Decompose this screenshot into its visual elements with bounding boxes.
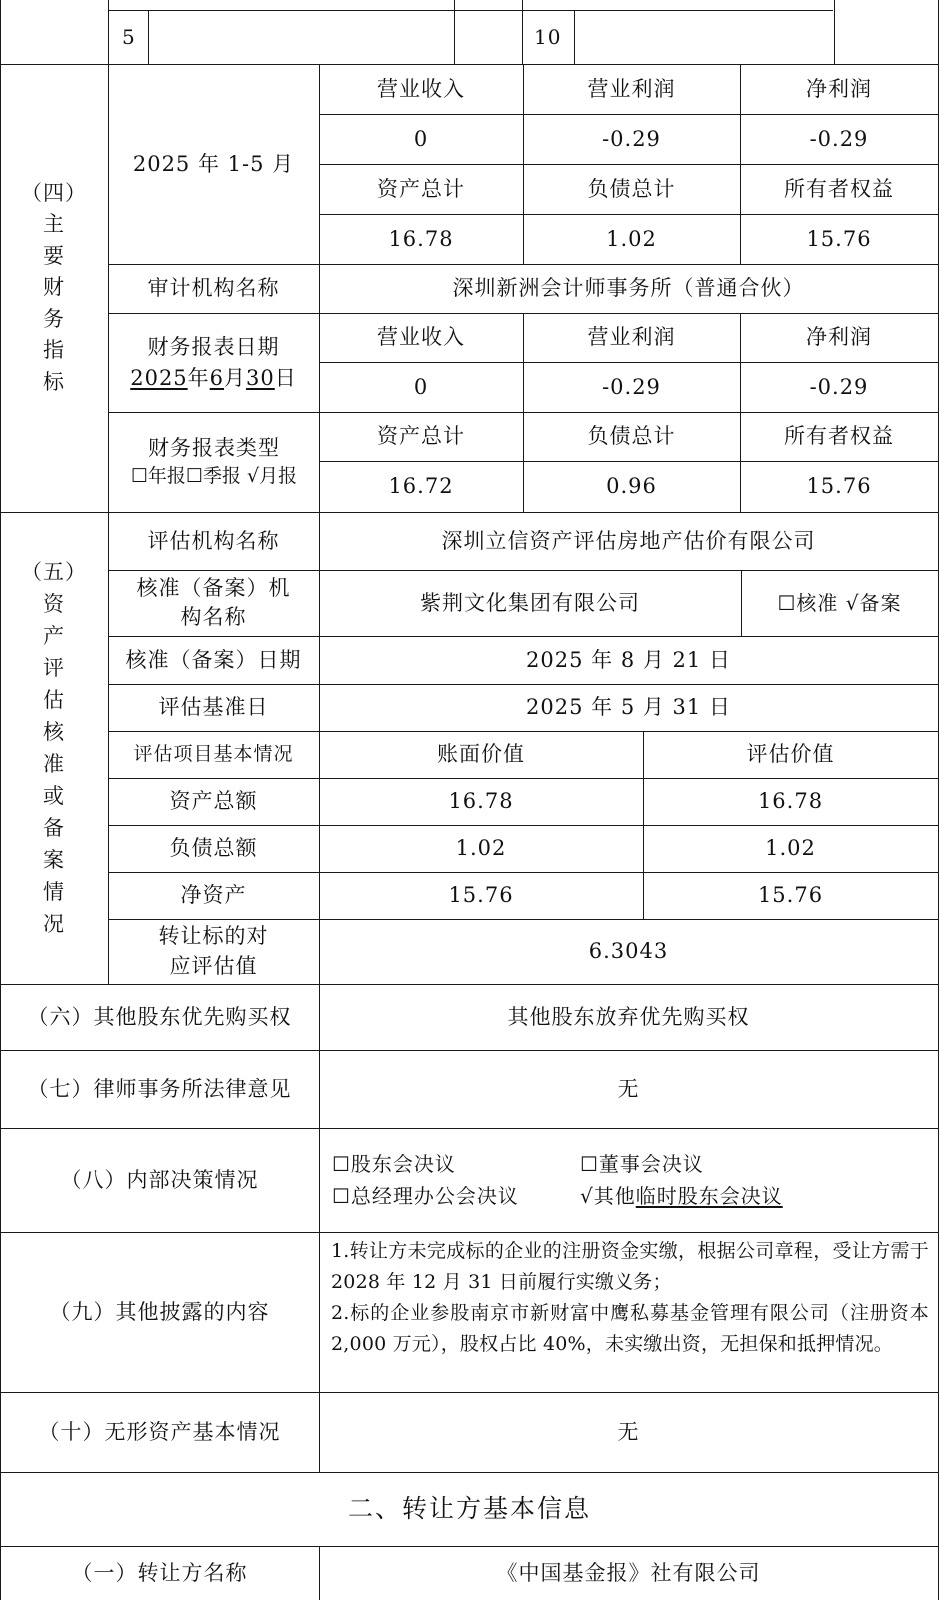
report-type-options: ☐年报☐季报 √月报 bbox=[130, 465, 298, 488]
target-value-label: 转让标的对应评估值 bbox=[158, 924, 269, 978]
period-revenue: 0 bbox=[413, 126, 429, 151]
section7-value: 无 bbox=[617, 1076, 640, 1101]
part2-title: 二、转让方基本信息 bbox=[347, 1493, 591, 1523]
header-net-profit: 净利润 bbox=[806, 76, 872, 101]
section6-value: 其他股东放弃优先购买权 bbox=[507, 1004, 750, 1029]
section9-content bbox=[331, 1236, 929, 1360]
report-header-net-profit: 净利润 bbox=[806, 325, 872, 350]
net-assets-assessed: 15.76 bbox=[757, 883, 824, 908]
report-header-revenue: 营业收入 bbox=[377, 325, 465, 350]
base-date-value: 2025 年 5 月 31 日 bbox=[526, 695, 731, 720]
report-revenue: 0 bbox=[413, 374, 429, 399]
book-value-header: 账面价值 bbox=[437, 742, 525, 767]
approval-type: ☐核准 √备案 bbox=[777, 590, 902, 615]
header-total-liabilities: 负债总计 bbox=[587, 176, 676, 201]
total-liabilities-assessed: 1.02 bbox=[765, 836, 816, 861]
net-assets-book: 15.76 bbox=[448, 883, 514, 908]
appraiser-label: 评估机构名称 bbox=[147, 528, 280, 553]
approval-date-label: 核准（备案）日期 bbox=[125, 647, 302, 672]
report-total-liabilities: 0.96 bbox=[606, 474, 657, 499]
option-gm-meeting: ☐总经理办公会决议 bbox=[332, 1184, 519, 1208]
audit-org-label: 审计机构名称 bbox=[147, 276, 280, 301]
report-header-total-liabilities: 负债总计 bbox=[587, 424, 676, 449]
report-date-label: 财务报表日期 bbox=[147, 335, 280, 360]
header-revenue: 营业收入 bbox=[377, 76, 465, 101]
section9-para1: 1.转让方未完成标的企业的注册资金实缴，根据公司章程，受让方需于 2028 年 12 月 31 日前履行实缴义务； bbox=[331, 1240, 929, 1293]
option-board-meeting: ☐董事会决议 bbox=[580, 1152, 704, 1176]
header-operating-profit: 营业利润 bbox=[587, 76, 676, 101]
project-label: 评估项目基本情况 bbox=[133, 742, 294, 765]
section8-label: （八）内部决策情况 bbox=[60, 1167, 259, 1192]
period-net-profit: -0.29 bbox=[809, 126, 869, 151]
approval-org-value: 紫荆文化集团有限公司 bbox=[420, 590, 640, 615]
decision-options bbox=[332, 1148, 932, 1212]
report-type-label: 财务报表类型 bbox=[148, 436, 280, 460]
period-operating-profit: -0.29 bbox=[602, 126, 661, 151]
total-liabilities-label: 负债总额 bbox=[169, 836, 258, 861]
period-owner-equity: 15.76 bbox=[806, 226, 872, 251]
total-assets-label: 资产总额 bbox=[169, 789, 258, 814]
option-other: √其他临时股东会决议 bbox=[580, 1184, 783, 1208]
report-net-profit: -0.29 bbox=[809, 374, 869, 399]
section6-label: （六）其他股东优先购买权 bbox=[27, 1004, 292, 1029]
row-number-right: 10 bbox=[534, 24, 562, 49]
total-assets-book: 16.78 bbox=[448, 789, 514, 814]
total-liabilities-book: 1.02 bbox=[455, 836, 507, 861]
report-owner-equity: 15.76 bbox=[806, 474, 872, 499]
report-date-cell bbox=[108, 313, 319, 412]
option-shareholder-meeting: ☐股东会决议 bbox=[332, 1152, 456, 1176]
base-date-label: 评估基准日 bbox=[158, 695, 269, 720]
section7-label: （七）律师事务所法律意见 bbox=[27, 1076, 292, 1101]
report-header-operating-profit: 营业利润 bbox=[587, 325, 676, 350]
report-operating-profit: -0.29 bbox=[602, 374, 661, 399]
period-total-liabilities: 1.02 bbox=[606, 226, 657, 251]
period-total-assets: 16.78 bbox=[388, 226, 454, 251]
section5-label: （五） 资 产 评 估 核 准 或 备 案 情 况 bbox=[21, 560, 87, 936]
approval-org-label: 核准（备案）机构名称 bbox=[136, 575, 291, 629]
assessed-value-header: 评估价值 bbox=[746, 742, 835, 767]
appraiser-value: 深圳立信资产评估房地产估价有限公司 bbox=[441, 528, 816, 553]
report-total-assets: 16.72 bbox=[388, 474, 454, 499]
report-type-cell bbox=[114, 412, 314, 512]
target-value: 6.3043 bbox=[588, 939, 669, 964]
net-assets-label: 净资产 bbox=[180, 883, 247, 908]
section10-value: 无 bbox=[617, 1419, 640, 1444]
report-header-owner-equity: 所有者权益 bbox=[784, 424, 894, 449]
header-owner-equity: 所有者权益 bbox=[784, 176, 894, 201]
row-number-left: 5 bbox=[122, 24, 136, 49]
section4-label: （四） 主 要 财 务 指 标 bbox=[21, 180, 87, 394]
report-date-value: 2025年6月30日 bbox=[130, 365, 297, 390]
total-assets-assessed: 16.78 bbox=[757, 789, 824, 814]
transferor-name-label: （一）转让方名称 bbox=[71, 1560, 248, 1585]
section10-label: （十）无形资产基本情况 bbox=[38, 1419, 281, 1444]
header-total-assets: 资产总计 bbox=[377, 176, 465, 201]
approval-date-value: 2025 年 8 月 21 日 bbox=[526, 647, 731, 672]
section9-para2: 2.标的企业参股南京市新财富中鹰私募基金管理有限公司（注册资本 2,000 万元），股权占比 40%，未实缴出资，无担保和抵押情况。 bbox=[331, 1302, 929, 1355]
section9-label: （九）其他披露的内容 bbox=[49, 1299, 270, 1324]
period-label: 2025 年 1-5 月 bbox=[132, 151, 295, 176]
report-header-total-assets: 资产总计 bbox=[377, 424, 465, 449]
audit-org-value: 深圳新洲会计师事务所（普通合伙） bbox=[452, 276, 805, 301]
transferor-name-value: 《中国基金报》社有限公司 bbox=[496, 1560, 761, 1585]
